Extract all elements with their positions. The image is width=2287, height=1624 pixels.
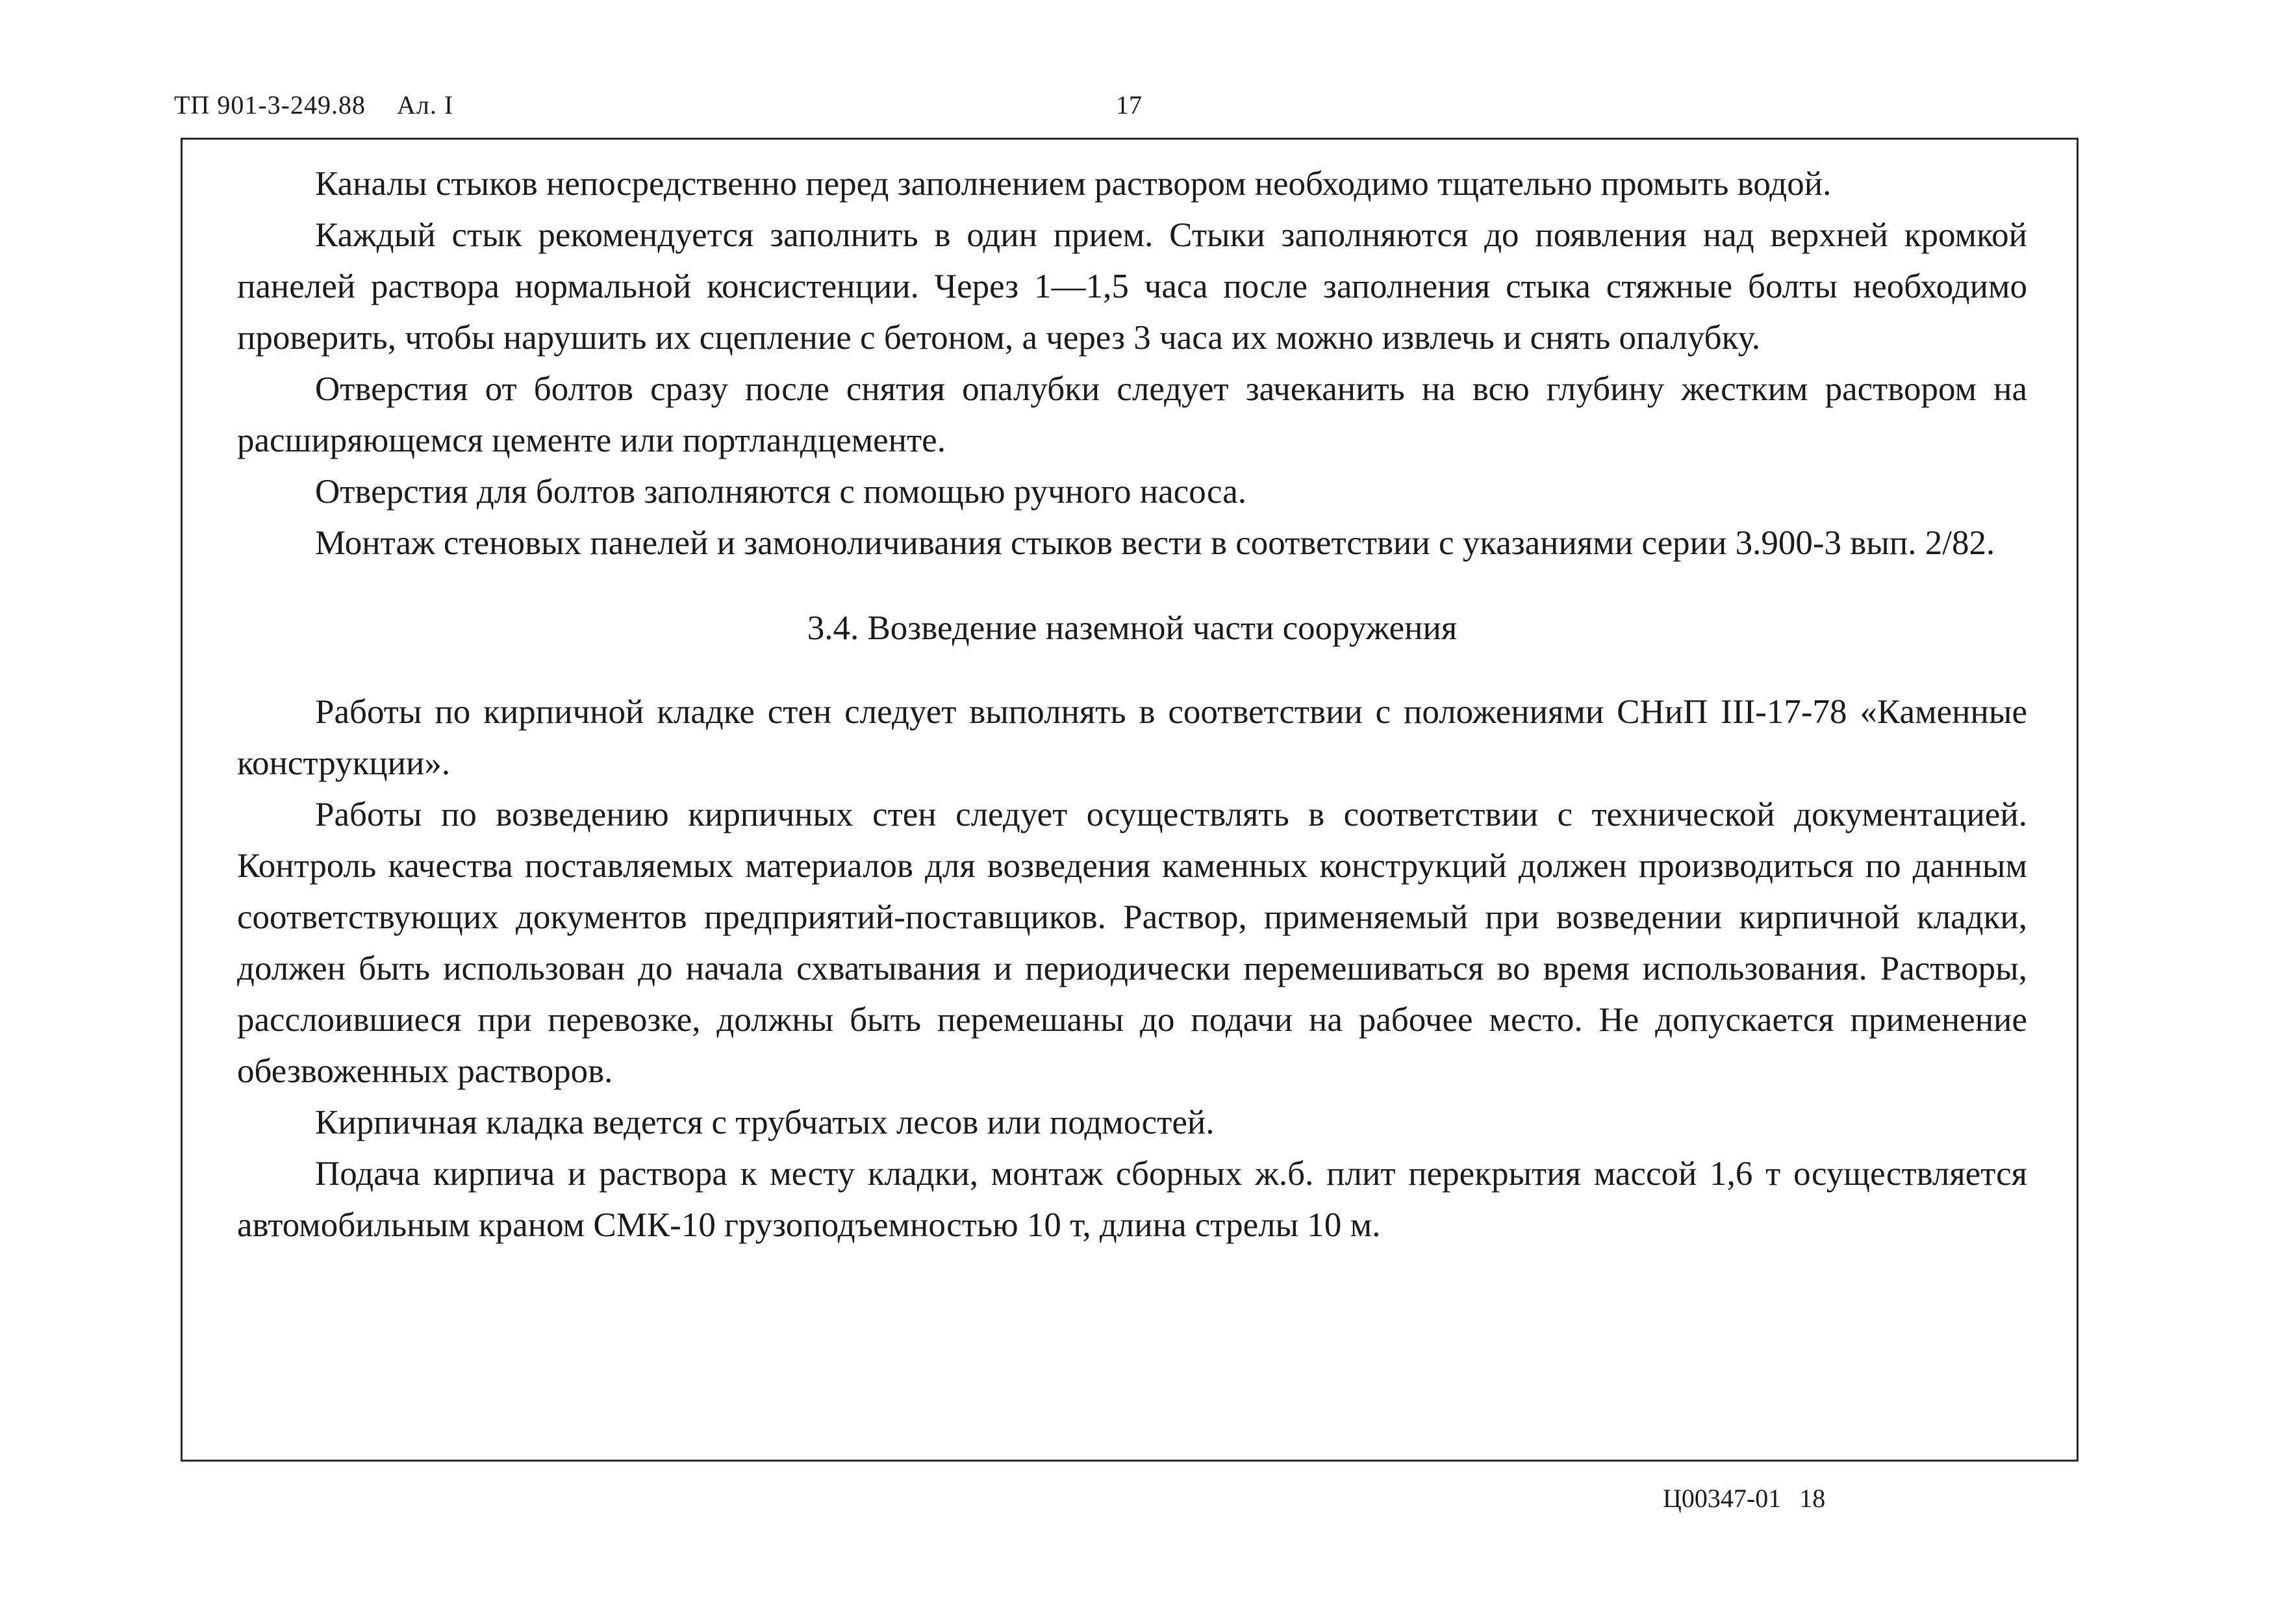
sheet-number: 18: [1799, 1484, 1826, 1513]
paragraph: Каналы стыков непосредственно перед заполнением раствором необходимо тщательно промыть водой.: [315, 165, 1832, 203]
paragraph: Отверстия для болтов заполняются с помощью ручного насоса.: [315, 473, 1246, 511]
document-footer: [1663, 1483, 1825, 1514]
archive-code: Ц00347-01: [1663, 1484, 1782, 1513]
section-heading: 3.4. Возведение наземной части сооружения: [807, 609, 1458, 647]
paragraph: Работы по возведению кирпичных стен следует осуществлять в соответствии с технической документацией. Контроль качества поставляемых материалов для возведения каменных конструкций должен производиться по данным соответствующих документов предприятий-поставщиков. Раствор, применяемый при возведении кирпичной кладки, должен быть использован до начала схватывания и периодически перемешиваться во время использования. Растворы, расслоившиеся при перевозке, должны быть перемешаны до подачи на рабочее место. Не допускается применение обезвоженных растворов.: [237, 796, 2027, 1090]
document-header: [174, 90, 453, 120]
paragraph: Монтаж стеновых панелей и замоноличивания стыков вести в соответствии с указаниями серии 3.900-3 вып. 2/82.: [315, 524, 1995, 562]
document-code: ТП 901-3-249.88: [174, 90, 366, 120]
paragraph: Подача кирпича и раствора к месту кладки, монтаж сборных ж.б. плит перекрытия массой 1,6 т осуществляется автомобильным краном СМК-10 грузоподъемностью 10 т, длина стрелы 10 м.: [237, 1155, 2027, 1244]
paragraph: Отверстия от болтов сразу после снятия опалубки следует зачеканить на всю глубину жестким раствором на расширяющемся цементе или портландцементе.: [237, 370, 2027, 459]
paragraph: Кирпичная кладка ведется с трубчатых лесов или подмостей.: [315, 1104, 1215, 1141]
paragraph: Каждый стык рекомендуется заполнить в один прием. Стыки заполняются до появления над верхней кромкой панелей раствора нормальной консистенции. Через 1—1,5 часа после заполнения стыка стяжные болты необходимо проверить, чтобы нарушить их сцепление с бетоном, а через 3 часа их можно извлечь и снять опалубку.: [237, 216, 2027, 357]
album-label: Ал. I: [396, 90, 454, 120]
paragraph: Работы по кирпичной кладке стен следует выполнять в соответствии с положениями СНиП III-17-78 «Каменные конструкции».: [237, 693, 2027, 782]
page-number: 17: [1116, 90, 1142, 120]
document-body: [237, 159, 2027, 1251]
